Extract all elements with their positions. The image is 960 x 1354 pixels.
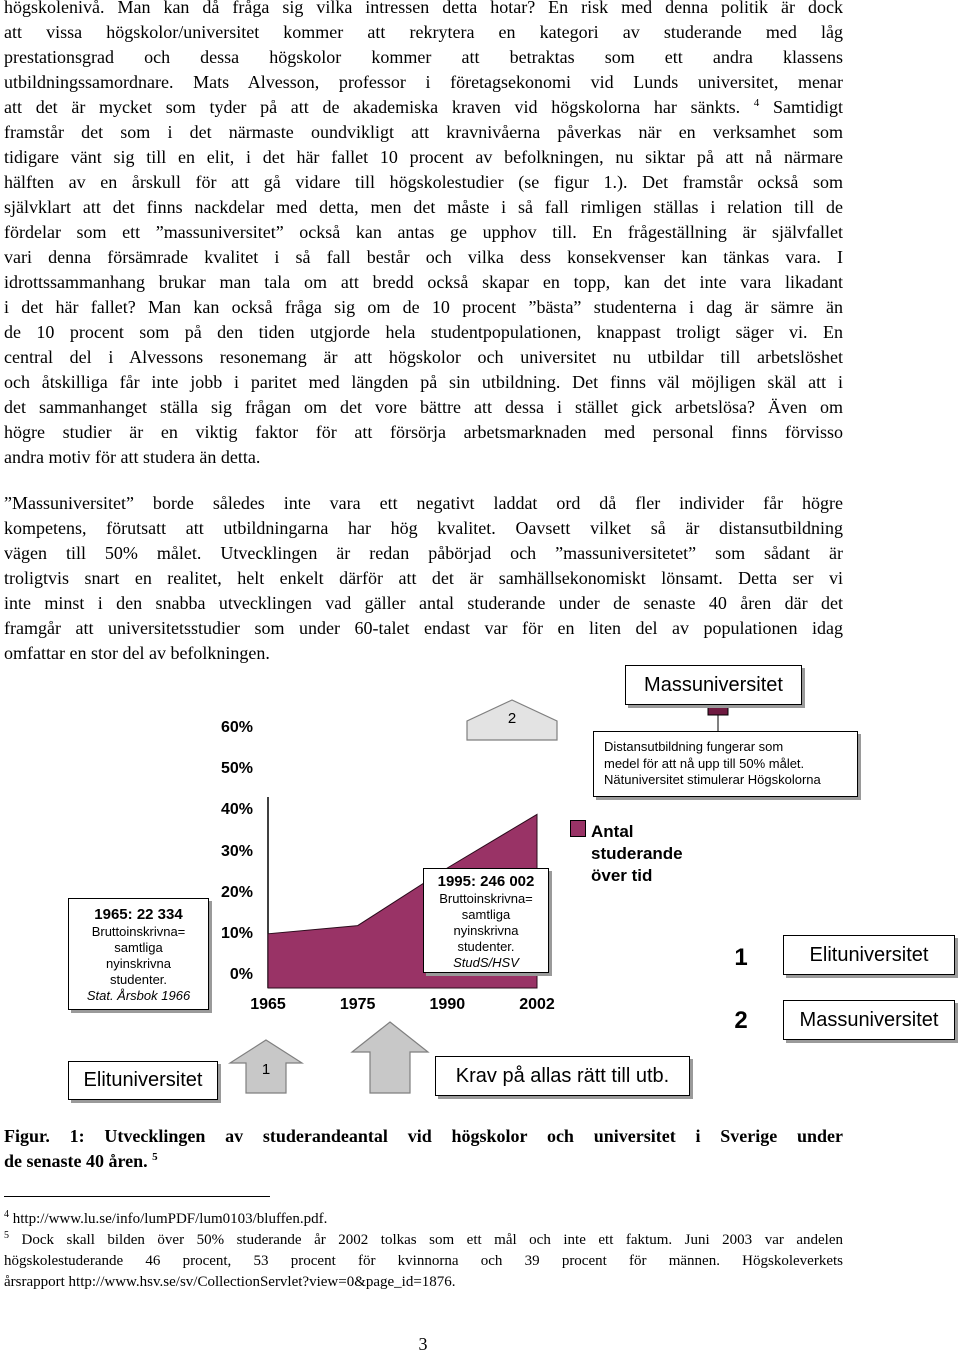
annotation-line: samtliga [114, 940, 163, 955]
body-line: vägen till 50% målet. Utvecklingen är redan påbörjad och ”massuniversitetet” som sådant är [4, 543, 843, 563]
body-line [4, 95, 843, 120]
body-line: hälften av en årskull för att gå vidare till högskolestudier (se figur 1.). Det framstår också som [4, 172, 843, 192]
body-line-text: Samtidigt [772, 97, 843, 117]
body-line: högre studier är en viktig faktor för att försörja arbetsmarknaden med personal finns förvisso [4, 422, 843, 442]
annotation-line: studenter. [457, 939, 515, 954]
y-tick-label: 20% [220, 883, 253, 901]
legend-line: över tid [591, 866, 653, 885]
annotation-line: nyinskrivna [105, 956, 172, 971]
body-line: självklart att det finns nackdelar med detta, men det måste i så fall rimligen ställas i relation till de [4, 197, 843, 217]
annotation-line: Bruttoinskrivna= [439, 891, 533, 906]
body-line: idrottssammanhang brukar man tala om att bredd också skapar en topp, kan det inte vara likadant [4, 272, 843, 292]
body-line: inte minst i den snabba utvecklingen vad gäller antal studerande under de senaste 40 åren där det [4, 593, 843, 613]
y-tick-label: 30% [220, 842, 253, 860]
body-line: prestationsgrad och dessa högskolor kommer att betraktas som ett andra klassens [4, 47, 843, 67]
massuniversitet-top-box [625, 665, 802, 705]
legend-swatch [570, 820, 586, 837]
body-line: tidigare vänt sig till en elit, i det här fallet 10 procent av befolkningen, nu siktar på att nå närmare [4, 147, 843, 167]
footnote-5-line [4, 1230, 843, 1251]
footnote-4 [4, 1209, 843, 1230]
annotation-1995-box [423, 868, 549, 973]
footnote-number: 5 [4, 1230, 9, 1241]
key-number-1: 1 [734, 944, 748, 971]
body-line: andra motiv för att studera än detta. [4, 447, 261, 467]
body-line: fördelar som ett ”massuniversitet” också kan antas ge upphov till. En frågeställning är självfallet [4, 222, 843, 242]
y-tick-label: 60% [220, 719, 253, 736]
connector-marker [708, 705, 728, 715]
key-number-2: 2 [734, 1007, 748, 1034]
footnote-separator [4, 1196, 270, 1197]
body-line: framgår att universitetsstudier som under 60-talet endast var för en liten del av populationen idag [4, 618, 843, 638]
footnote-number: 4 [4, 1209, 9, 1220]
paragraph-1 [4, 0, 843, 470]
legend-label [591, 821, 683, 887]
elituniversitet-bottom-label: Elituniversitet [83, 1069, 203, 1091]
distance-education-note-box [593, 731, 858, 797]
body-line: vari denna försämrade kvalitet i så fall består och vilka dess konsekvenser kan tänkas vara. I [4, 247, 843, 267]
body-line: ”Massuniversitet” borde således inte vara ett negativt laddat ord då fler individer får högre [4, 493, 843, 513]
key-elituniversitet-box [783, 935, 955, 975]
legend-line: studerande [591, 844, 683, 863]
body-line: de 10 procent som på den tiden utgjorde hela studentpopulationen, knappast troligt säger vi. En [4, 322, 843, 342]
caption-line [4, 1149, 843, 1174]
body-line-text: att det är mycket som tyder på att de akademiska kraven vid högskolorna har sänkts. [4, 97, 741, 117]
annotation-heading: 1995: 246 002 [437, 873, 535, 890]
x-tick-label: 1975 [339, 996, 376, 1013]
y-tick-label: 50% [220, 760, 253, 778]
annotation-1965-box [68, 898, 209, 1010]
footnote-ref-5: 5 [152, 1151, 158, 1163]
marker-2-label: 2 [507, 710, 517, 727]
footnotes [4, 1209, 843, 1293]
annotation-source: Stat. Årsbok 1966 [86, 988, 191, 1003]
body-line: omfattar en stor del av befolkningen. [4, 643, 270, 663]
x-tick-label: 2002 [519, 996, 555, 1013]
key-elituniversitet-label: Elituniversitet [809, 943, 929, 966]
footnote-5-line: årsrapport http://www.hsv.se/sv/CollectionServlet?view=0&page_id=1876. [4, 1274, 456, 1290]
footnote-5-line: högskolestuderande 46 procent, 53 procent för kvinnorna och 39 procent för männen. Högskoleverkets [4, 1253, 843, 1269]
body-line: i det här fallet? Man kan också fråga sig om de 10 procent ”bästa” studenterna i dag är sämre än [4, 297, 843, 317]
y-tick-label: 10% [220, 924, 253, 942]
massuniversitet-top-label: Massuniversitet [644, 673, 783, 696]
key-massuniversitet-box [783, 1000, 955, 1040]
annotation-line: samtliga [461, 907, 511, 922]
body-line: framstår det som i det närmaste oundvikligt att kravnivåerna påverkas när en verksamhet som [4, 122, 843, 142]
caption-line: Figur. 1: Utvecklingen av studerandeantal vid högskolor och universitet i Sverige under [4, 1126, 843, 1146]
body-line: och åtskilliga får inte jobb i paritet med längden på sin utbildning. Det finns väl möjligen skäl att i [4, 372, 843, 392]
paragraph-2 [4, 491, 843, 666]
legend-line: Antal [591, 822, 634, 841]
body-line: att vissa högskolor/universitet kommer att rekrytera en kategori av studerande med låg [4, 22, 843, 42]
page-number: 3 [418, 1334, 428, 1354]
body-line: utbildningssamordnare. Mats Alvesson, professor i företagsekonomi vid Lunds universitet, menar [4, 72, 843, 92]
key-massuniversitet-label: Massuniversitet [799, 1008, 939, 1031]
x-tick-label: 1965 [250, 996, 286, 1013]
note-line: Distansutbildning fungerar som [604, 739, 784, 754]
annotation-line: studenter. [109, 972, 168, 987]
footnote-url: http://www.lu.se/info/lumPDF/lum0103/bluffen.pdf. [12, 1211, 328, 1227]
note-line: medel för att nå upp till 50% målet. [604, 755, 805, 771]
footnote-text: Dock skall bilden över 50% studerande år 2002 tolkas som ett mål och inte ett faktum. Juni 2003 var andelen [21, 1232, 844, 1248]
note-line: Nätuniversitet stimulerar Högskolorna [604, 772, 821, 787]
annotation-line: Bruttoinskrivna= [91, 924, 186, 939]
annotation-line: nyinskrivna [453, 923, 519, 938]
y-tick-label: 0% [229, 966, 253, 983]
annotation-heading: 1965: 22 334 [94, 906, 183, 923]
x-tick-label: 1990 [429, 996, 466, 1013]
body-line: troligtvis snart en realitet, helt enkelt därför att det är samhällsekonomiskt lönsamt. Detta ser vi [4, 568, 843, 588]
y-tick-label: 40% [220, 801, 253, 819]
footnote-ref-4: 4 [753, 97, 760, 109]
caption-text: de senaste 40 åren. [4, 1151, 148, 1171]
annotation-source: StudS/HSV [453, 955, 519, 970]
up-arrow-shape [352, 1022, 428, 1093]
body-line: det sammanhanget ställa sig frågan om det vore bättre att dessa i stället gick arbetslösa? Även om [4, 397, 843, 417]
krav-label: Krav på allas rätt till utb. [455, 1064, 670, 1087]
krav-box [435, 1056, 690, 1096]
up-arrow-1-label: 1 [261, 1061, 271, 1078]
body-line: högskolenivå. Man kan då fråga sig vilka intressen detta hotar? En risk med denna politik är dock [4, 0, 843, 17]
elituniversitet-bottom-box [68, 1061, 218, 1100]
figure-caption [4, 1124, 843, 1174]
body-line: central del i Alvessons resonemang är att högskolor och universitet nu utbildar till arbetslöshet [4, 347, 843, 367]
body-line: kompetens, förutsatt att utbildningarna har hög kvalitet. Oavsett vilket så är distansutbildning [4, 518, 843, 538]
